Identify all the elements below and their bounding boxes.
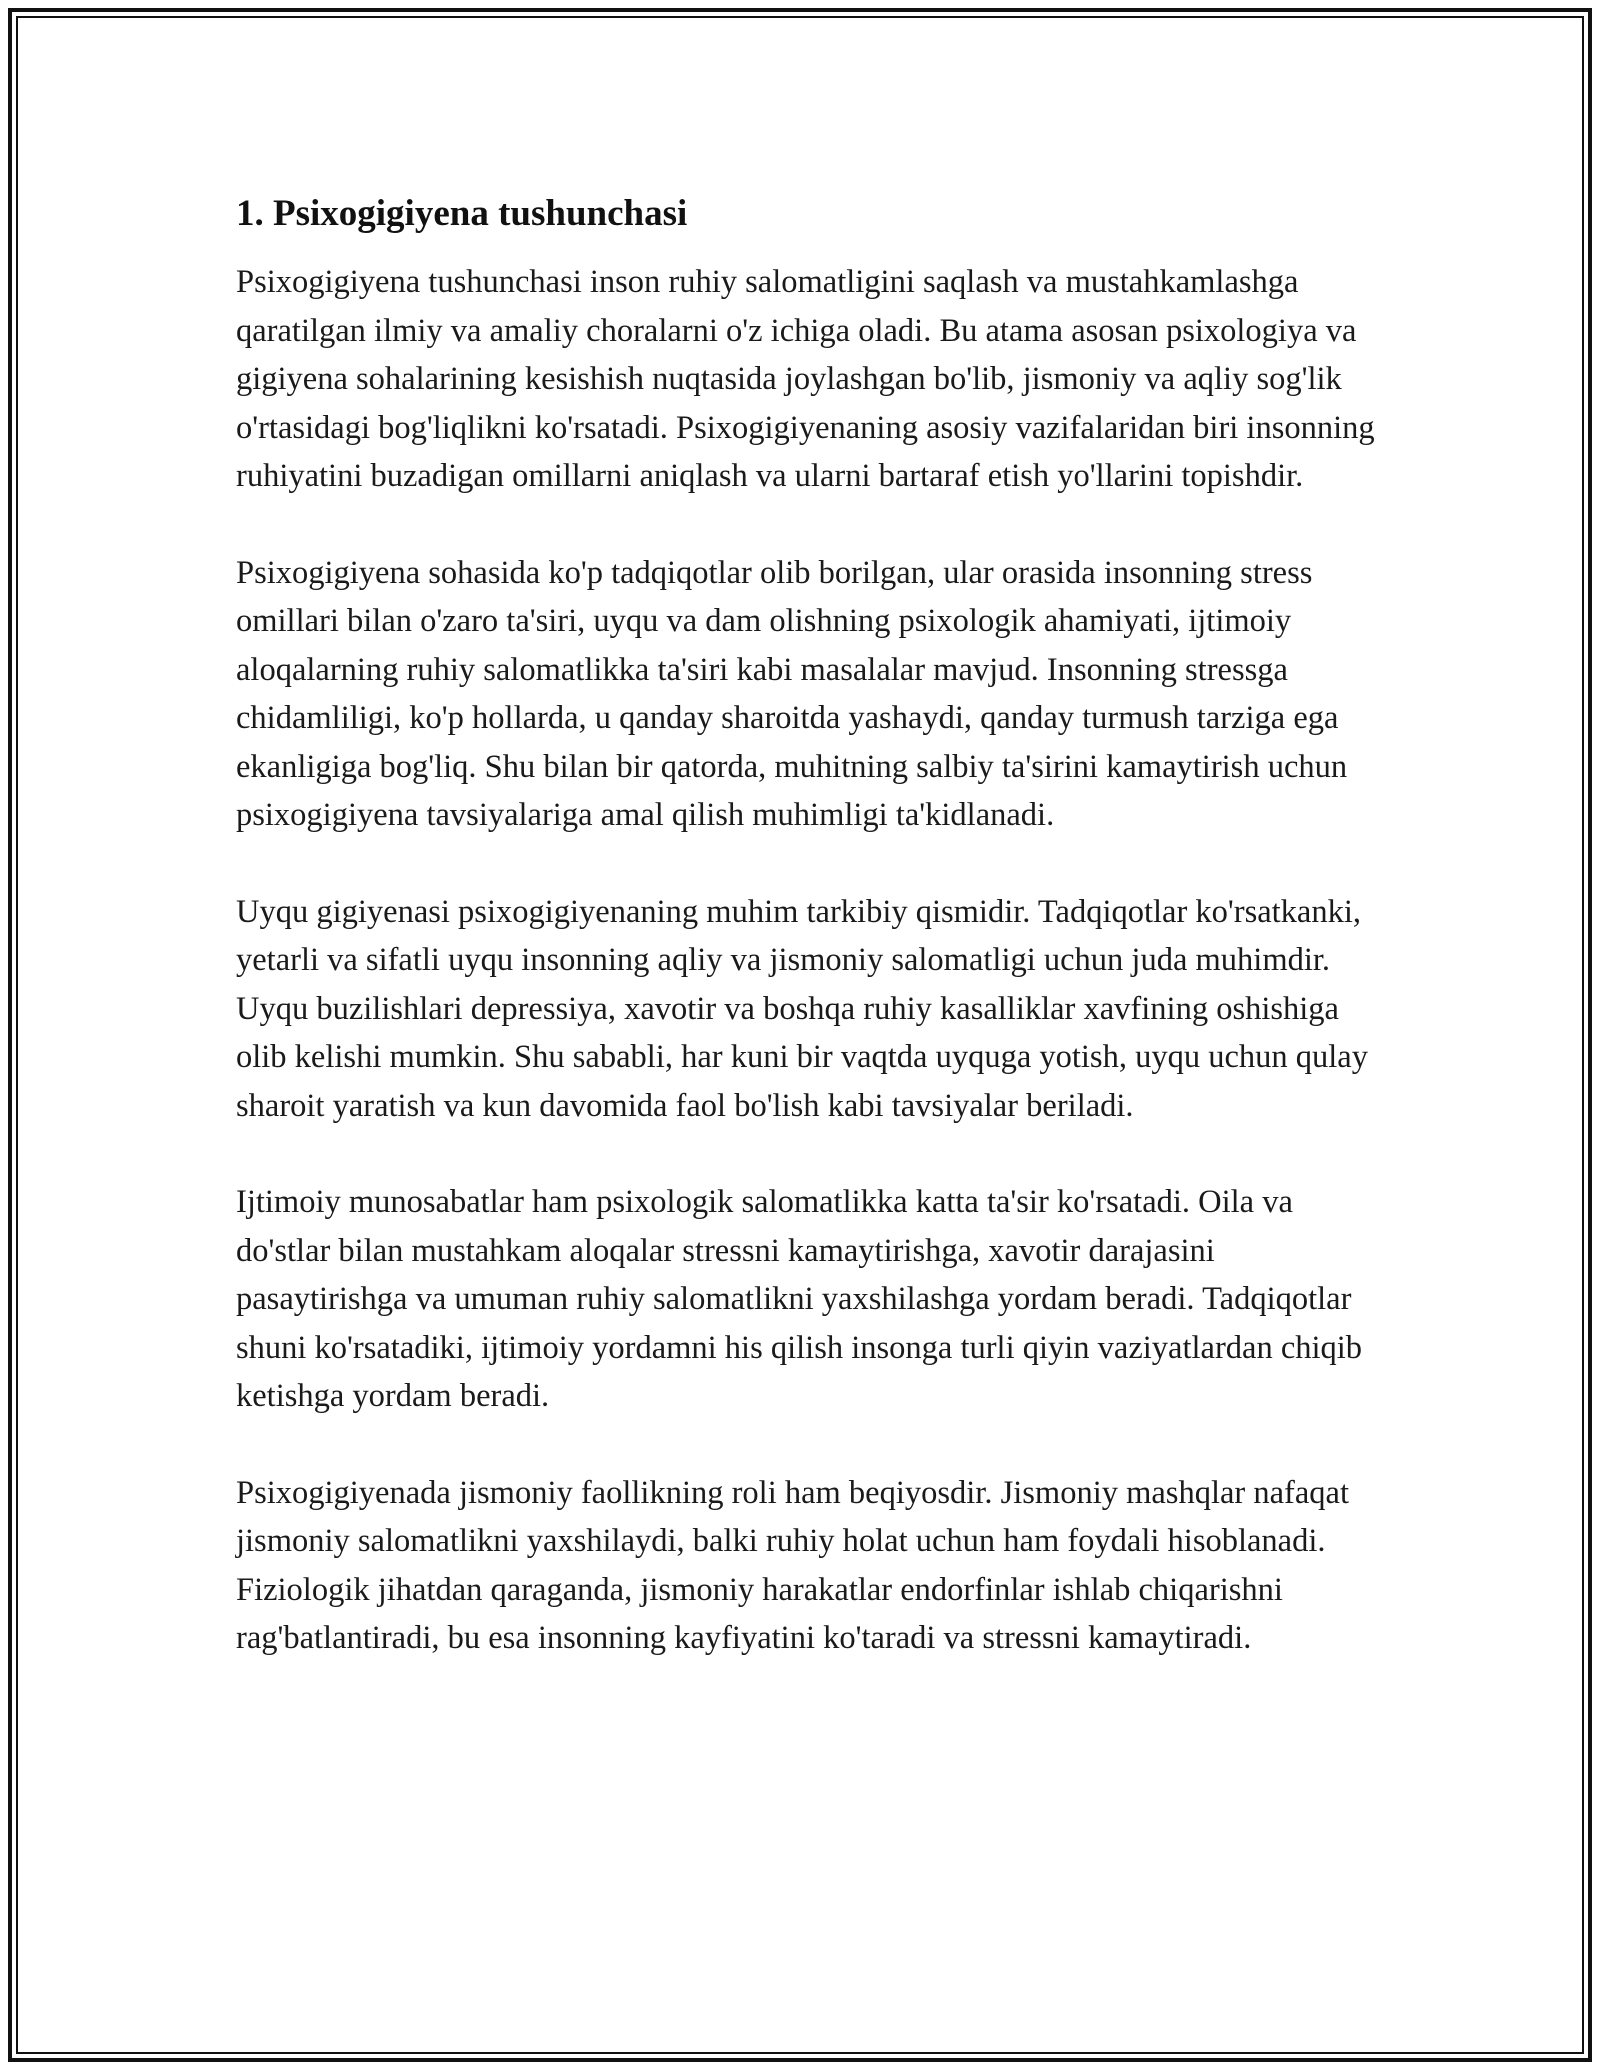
document-body — [236, 188, 1386, 1711]
paragraph-physical-activity: Psixogigiyenada jismoniy faollikning roli ham beqiyosdir. Jismoniy mashqlar nafaqat jismoniy salomatlikni yaxshilaydi, balki ruhiy holat uchun ham foydali hisoblanadi. Fiziologik jihatdan qaraganda, jismoniy harakatlar endorfinlar ishlab chiqarishni rag'batlantiradi, bu esa insonning kayfiyatini ko'taradi va stressni kamaytiradi. — [236, 1474, 1349, 1656]
paragraph-social-relations: Ijtimoiy munosabatlar ham psixologik salomatlikka katta ta'sir ko'rsatadi. Oila va do'stlar bilan mustahkam aloqalar stressni kamaytirishga, xavotir darajasini pasaytirishga va umuman ruhiy salomatlikni yaxshilashga yordam beradi. Tadqiqotlar shuni ko'rsatadiki, ijtimoiy yordamni his qilish insonga turli qiyin vaziyatlardan chiqib ketishga yordam beradi. — [236, 1184, 1363, 1414]
paragraph-sleep-hygiene: Uyqu gigiyenasi psixogigiyenaning muhim tarkibiy qismidir. Tadqiqotlar ko'rsatkanki, yetarli va sifatli uyqu insonning aqliy va jismoniy salomatligi uchun juda muhimdir. Uyqu buzilishlari depressiya, xavotir va boshqa ruhiy kasalliklar xavfining oshishiga olib kelishi mumkin. Shu sababli, har kuni bir vaqtda uyquga yotish, uyqu uchun qulay sharoit yaratish va kun davomida faol bo'lish kabi tavsiyalar beriladi. — [236, 893, 1368, 1124]
paragraph-definition: Psixogigiyena tushunchasi inson ruhiy salomatligini saqlash va mustahkamlashga qaratilgan ilmiy va amaliy choralarni o'z ichiga oladi. Bu atama asosan psixologiya va gigiyena sohalarining kesishish nuqtasida joylashgan bo'lib, jismoniy va aqliy sog'lik o'rtasidagi bog'liqlikni ko'rsatadi. Psixogigiyenaning asosiy vazifalaridan biri insonning ruhiyatini buzadigan omillarni aniqlash va ularni bartaraf etish yo'llarini topishdir. — [236, 264, 1375, 494]
paragraph-research: Psixogigiyena sohasida ko'p tadqiqotlar olib borilgan, ular orasida insonning stress omillari bilan o'zaro ta'siri, uyqu va dam olishning psixologik ahamiyati, ijtimoiy aloqalarning ruhiy salomatlikka ta'siri kabi masalalar mavjud. Insonning stressga chidamliligi, ko'p hollarda, u qanday sharoitda yashaydi, qanday turmush tarziga ega ekanligiga bog'liq. Shu bilan bir qatorda, muhitning salbiy ta'sirini kamaytirish uchun psixogigiyena tavsiyalariga amal qilish muhimligi ta'kidlanadi. — [236, 554, 1348, 833]
section-heading: 1. Psixogigiyena tushunchasi — [236, 193, 688, 234]
